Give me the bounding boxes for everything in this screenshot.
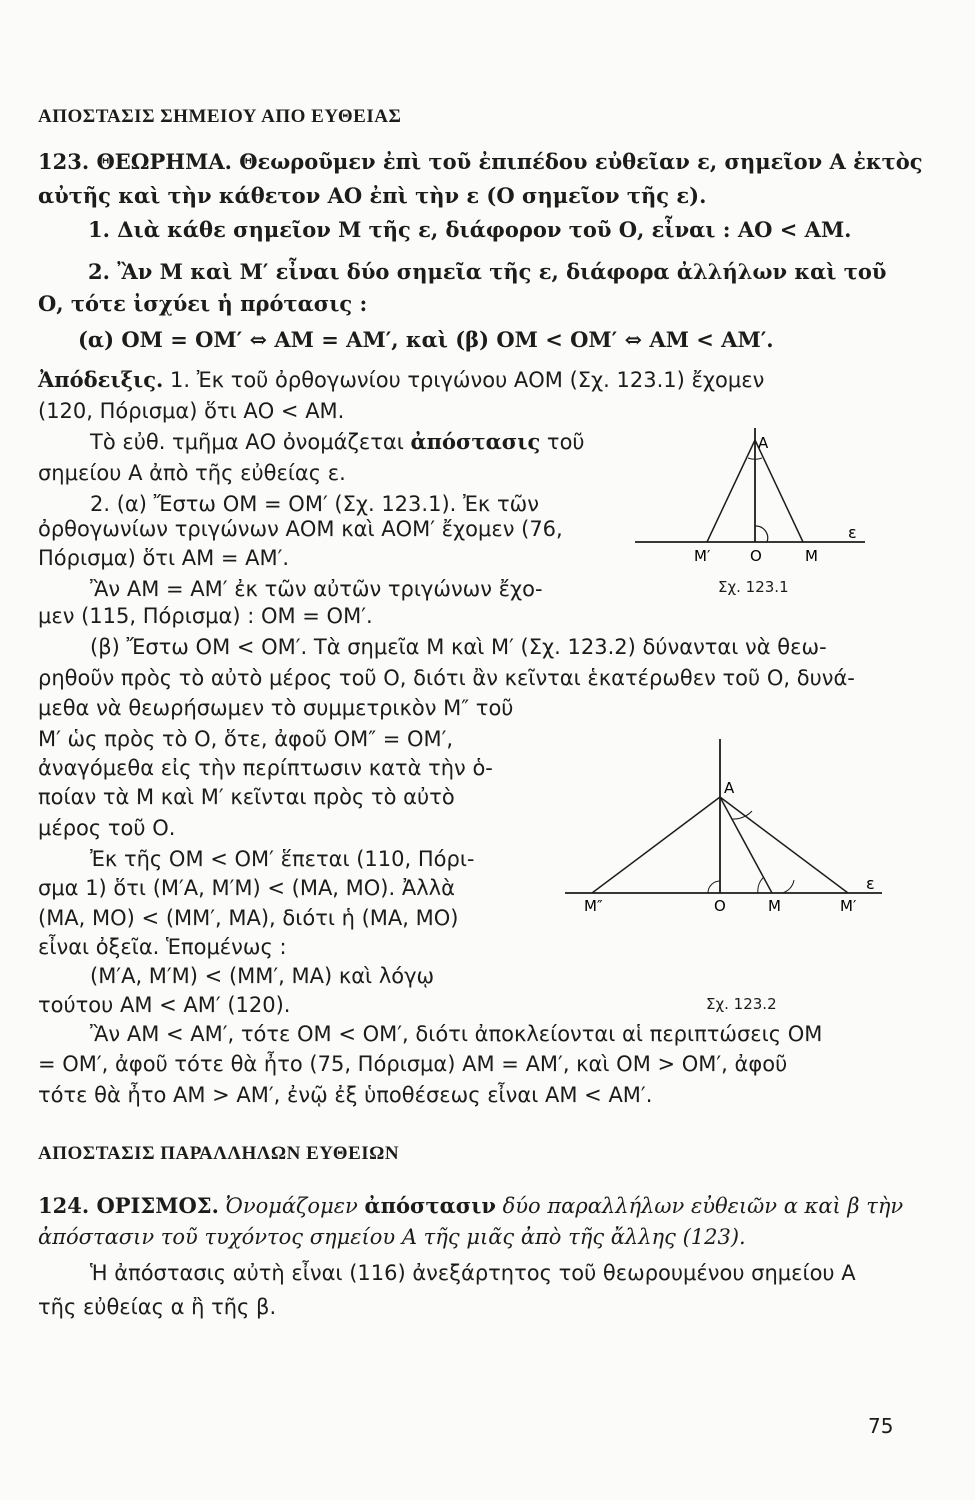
definition-label: 124. ΟΡΙΣΜΟΣ. (38, 1193, 219, 1218)
label-e: ε (848, 523, 857, 542)
right-angle-mark (755, 526, 768, 542)
right-angle-mark (708, 881, 720, 893)
proof-line: μεθα νὰ θεωρήσωμεν τὸ συμμετρικὸν Μ″ τοῦ (38, 696, 514, 720)
proof-line: (β) Ἔστω ΟΜ < ΟΜ′. Τὰ σημεῖα Μ καὶ Μ′ (Σχ. 123.2) δύνανται νὰ θεω- (90, 635, 827, 659)
proof-line: σμα 1) ὅτι (Μ′Α, Μ′Μ) < (ΜΑ, ΜΟ). Ἀλλὰ (38, 876, 455, 900)
definition-text: Ὀνομάζομεν (218, 1194, 365, 1218)
proof-line: ποίαν τὰ Μ καὶ Μ′ κεῖνται πρὸς τὸ αὐτὸ (38, 785, 455, 809)
proof-line: τούτου ΑΜ < ΑΜ′ (120). (38, 993, 291, 1017)
definition-text: δύο παραλλήλων εὐθειῶν α καὶ β τὴν (495, 1194, 904, 1218)
figure-caption: Σχ. 123.2 (706, 995, 777, 1013)
proof-line: (120, Πόρισμα) ὅτι ΑΟ < ΑΜ. (38, 399, 345, 423)
proof-line (90, 428, 585, 456)
segment-AM (720, 797, 772, 893)
segment-AM (755, 440, 803, 542)
segment-AM1 (720, 797, 848, 893)
proof-line: Πόρισμα) ὅτι ΑΜ = ΑΜ′. (38, 546, 290, 570)
term-distance: ἀπόστασις (410, 429, 541, 454)
proof-line: τότε θὰ ἦτο ΑΜ > ΑΜ′, ἐνῷ ἐξ ὑποθέσεως εἶναι ΑΜ < ΑΜ′. (38, 1083, 653, 1107)
label-M1: Μ′ (694, 547, 711, 565)
theorem-line: 2. Ἂν Μ καὶ Μ′ εἶναι δύο σημεῖα τῆς ε, διάφορα ἀλλήλων καὶ τοῦ (88, 259, 887, 284)
proof-line: εἶναι ὀξεῖα. Ἑπομένως : (38, 935, 287, 959)
proof-line: ἀναγόμεθα εἰς τὴν περίπτωσιν κατὰ τὴν ὁ- (38, 756, 493, 780)
label-M2: Μ″ (584, 897, 603, 915)
theorem-line: 1. Διὰ κάθε σημεῖον Μ τῆς ε, διάφορον τοῦ Ο, εἶναι : ΑΟ < ΑΜ. (88, 217, 852, 242)
label-A: Α (758, 434, 769, 452)
proof-line: μέρος τοῦ Ο. (38, 816, 176, 840)
label-A: Α (724, 779, 735, 797)
proof-line: Ἐκ τῆς ΟΜ < ΟΜ′ ἕπεται (110, Πόρι- (90, 847, 475, 871)
label-e: ε (866, 874, 875, 893)
angle-mark-M (758, 877, 764, 893)
theorem-line: 123. ΘΕΩΡΗΜΑ. Θεωροῦμεν ἐπὶ τοῦ ἐπιπέδου εὐθεῖαν ε, σημεῖον Α ἐκτὸς (38, 149, 923, 174)
proof-line: ὀρθογωνίων τριγώνων ΑΟΜ καὶ ΑΟΜ′ ἔχομεν (76, (38, 517, 563, 541)
proof-text: τοῦ (540, 430, 585, 454)
segment-AM1 (707, 440, 755, 542)
label-O: Ο (714, 897, 726, 915)
label-M1: Μ′ (840, 897, 857, 915)
definition-line: τῆς εὐθείας α ἢ τῆς β. (38, 1295, 277, 1319)
term-distance: ἀπόστασιν (364, 1193, 496, 1218)
proof-line: Μ′ ὡς πρὸς τὸ Ο, ὅτε, ἀφοῦ ΟΜ″ = ΟΜ′, (38, 727, 454, 751)
proof-line (38, 366, 764, 394)
figure-123-1 (630, 420, 870, 570)
definition-line (38, 1192, 903, 1220)
proof-line: (ΜΑ, ΜΟ) < (ΜΜ′, ΜΑ), διότι ἡ (ΜΑ, ΜΟ) (38, 906, 459, 930)
segment-AM2 (592, 797, 720, 893)
angle-mark-MM1 (782, 880, 794, 893)
theorem-line: Ο, τότε ἰσχύει ἡ πρότασις : (38, 291, 368, 316)
proof-text: Τὸ εὐθ. τμῆμα ΑΟ ὀνομάζεται (90, 430, 411, 454)
proof-line: = ΟΜ′, ἀφοῦ τότε θὰ ἦτο (75, Πόρισμα) ΑΜ = ΑΜ′, καὶ ΟΜ > ΟΜ′, ἀφοῦ (38, 1052, 788, 1076)
proof-line: Ἂν ΑΜ = ΑΜ′ ἐκ τῶν αὐτῶν τριγώνων ἔχο- (90, 577, 543, 601)
page-number: 75 (868, 1414, 894, 1438)
proof-line: σημείου Α ἀπὸ τῆς εὐθείας ε. (38, 461, 346, 485)
definition-line: Ἡ ἀπόστασις αὐτὴ εἶναι (116) ἀνεξάρτητος τοῦ θεωρουμένου σημείου Α (90, 1261, 856, 1285)
section-heading: ΑΠΟΣΤΑΣΙΣ ΣΗΜΕΙΟΥ ΑΠΟ ΕΥΘΕΙΑΣ (38, 106, 402, 127)
proof-text: 1. Ἐκ τοῦ ὀρθογωνίου τριγώνου ΑΟΜ (Σχ. 123.1) ἔχομεν (170, 368, 765, 392)
section-heading: ΑΠΟΣΤΑΣΙΣ ΠΑΡΑΛΛΗΛΩΝ ΕΥΘΕΙΩΝ (38, 1143, 400, 1164)
proof-line: ρηθοῦν πρὸς τὸ αὐτὸ μέρος τοῦ Ο, διότι ἂν κεῖνται ἑκατέρωθεν τοῦ Ο, δυνά- (38, 666, 855, 690)
proof-line: (Μ′Α, Μ′Μ) < (ΜΜ′, ΜΑ) καὶ λόγῳ (90, 964, 435, 988)
label-M: Μ (768, 897, 781, 915)
definition-line: ἀπόστασιν τοῦ τυχόντος σημείου Α τῆς μιᾶς ἀπὸ τῆς ἄλλης (123). (38, 1225, 746, 1249)
figure-caption: Σχ. 123.1 (718, 578, 789, 596)
proof-label: Ἀπόδειξις. (38, 367, 164, 392)
proof-line: μεν (115, Πόρισμα) : ΟΜ = ΟΜ′. (38, 604, 373, 628)
figure-123-2 (560, 735, 890, 915)
label-O: Ο (750, 547, 762, 565)
theorem-line: αὐτῆς καὶ τὴν κάθετον ΑΟ ἐπὶ τὴν ε (Ο σημεῖον τῆς ε). (38, 183, 707, 208)
proof-line: 2. (α) Ἔστω ΟΜ = ΟΜ′ (Σχ. 123.1). Ἐκ τῶν (90, 492, 539, 516)
label-M: Μ (805, 547, 818, 565)
theorem-line: (α) ΟΜ = ΟΜ′ ⇔ ΑΜ = ΑΜ′, καὶ (β) ΟΜ < ΟΜ′ ⇔ ΑΜ < ΑΜ′. (78, 327, 774, 352)
proof-line: Ἂν ΑΜ < ΑΜ′, τότε ΟΜ < ΟΜ′, διότι ἀποκλείονται αἱ περιπτώσεις ΟΜ (90, 1022, 823, 1046)
